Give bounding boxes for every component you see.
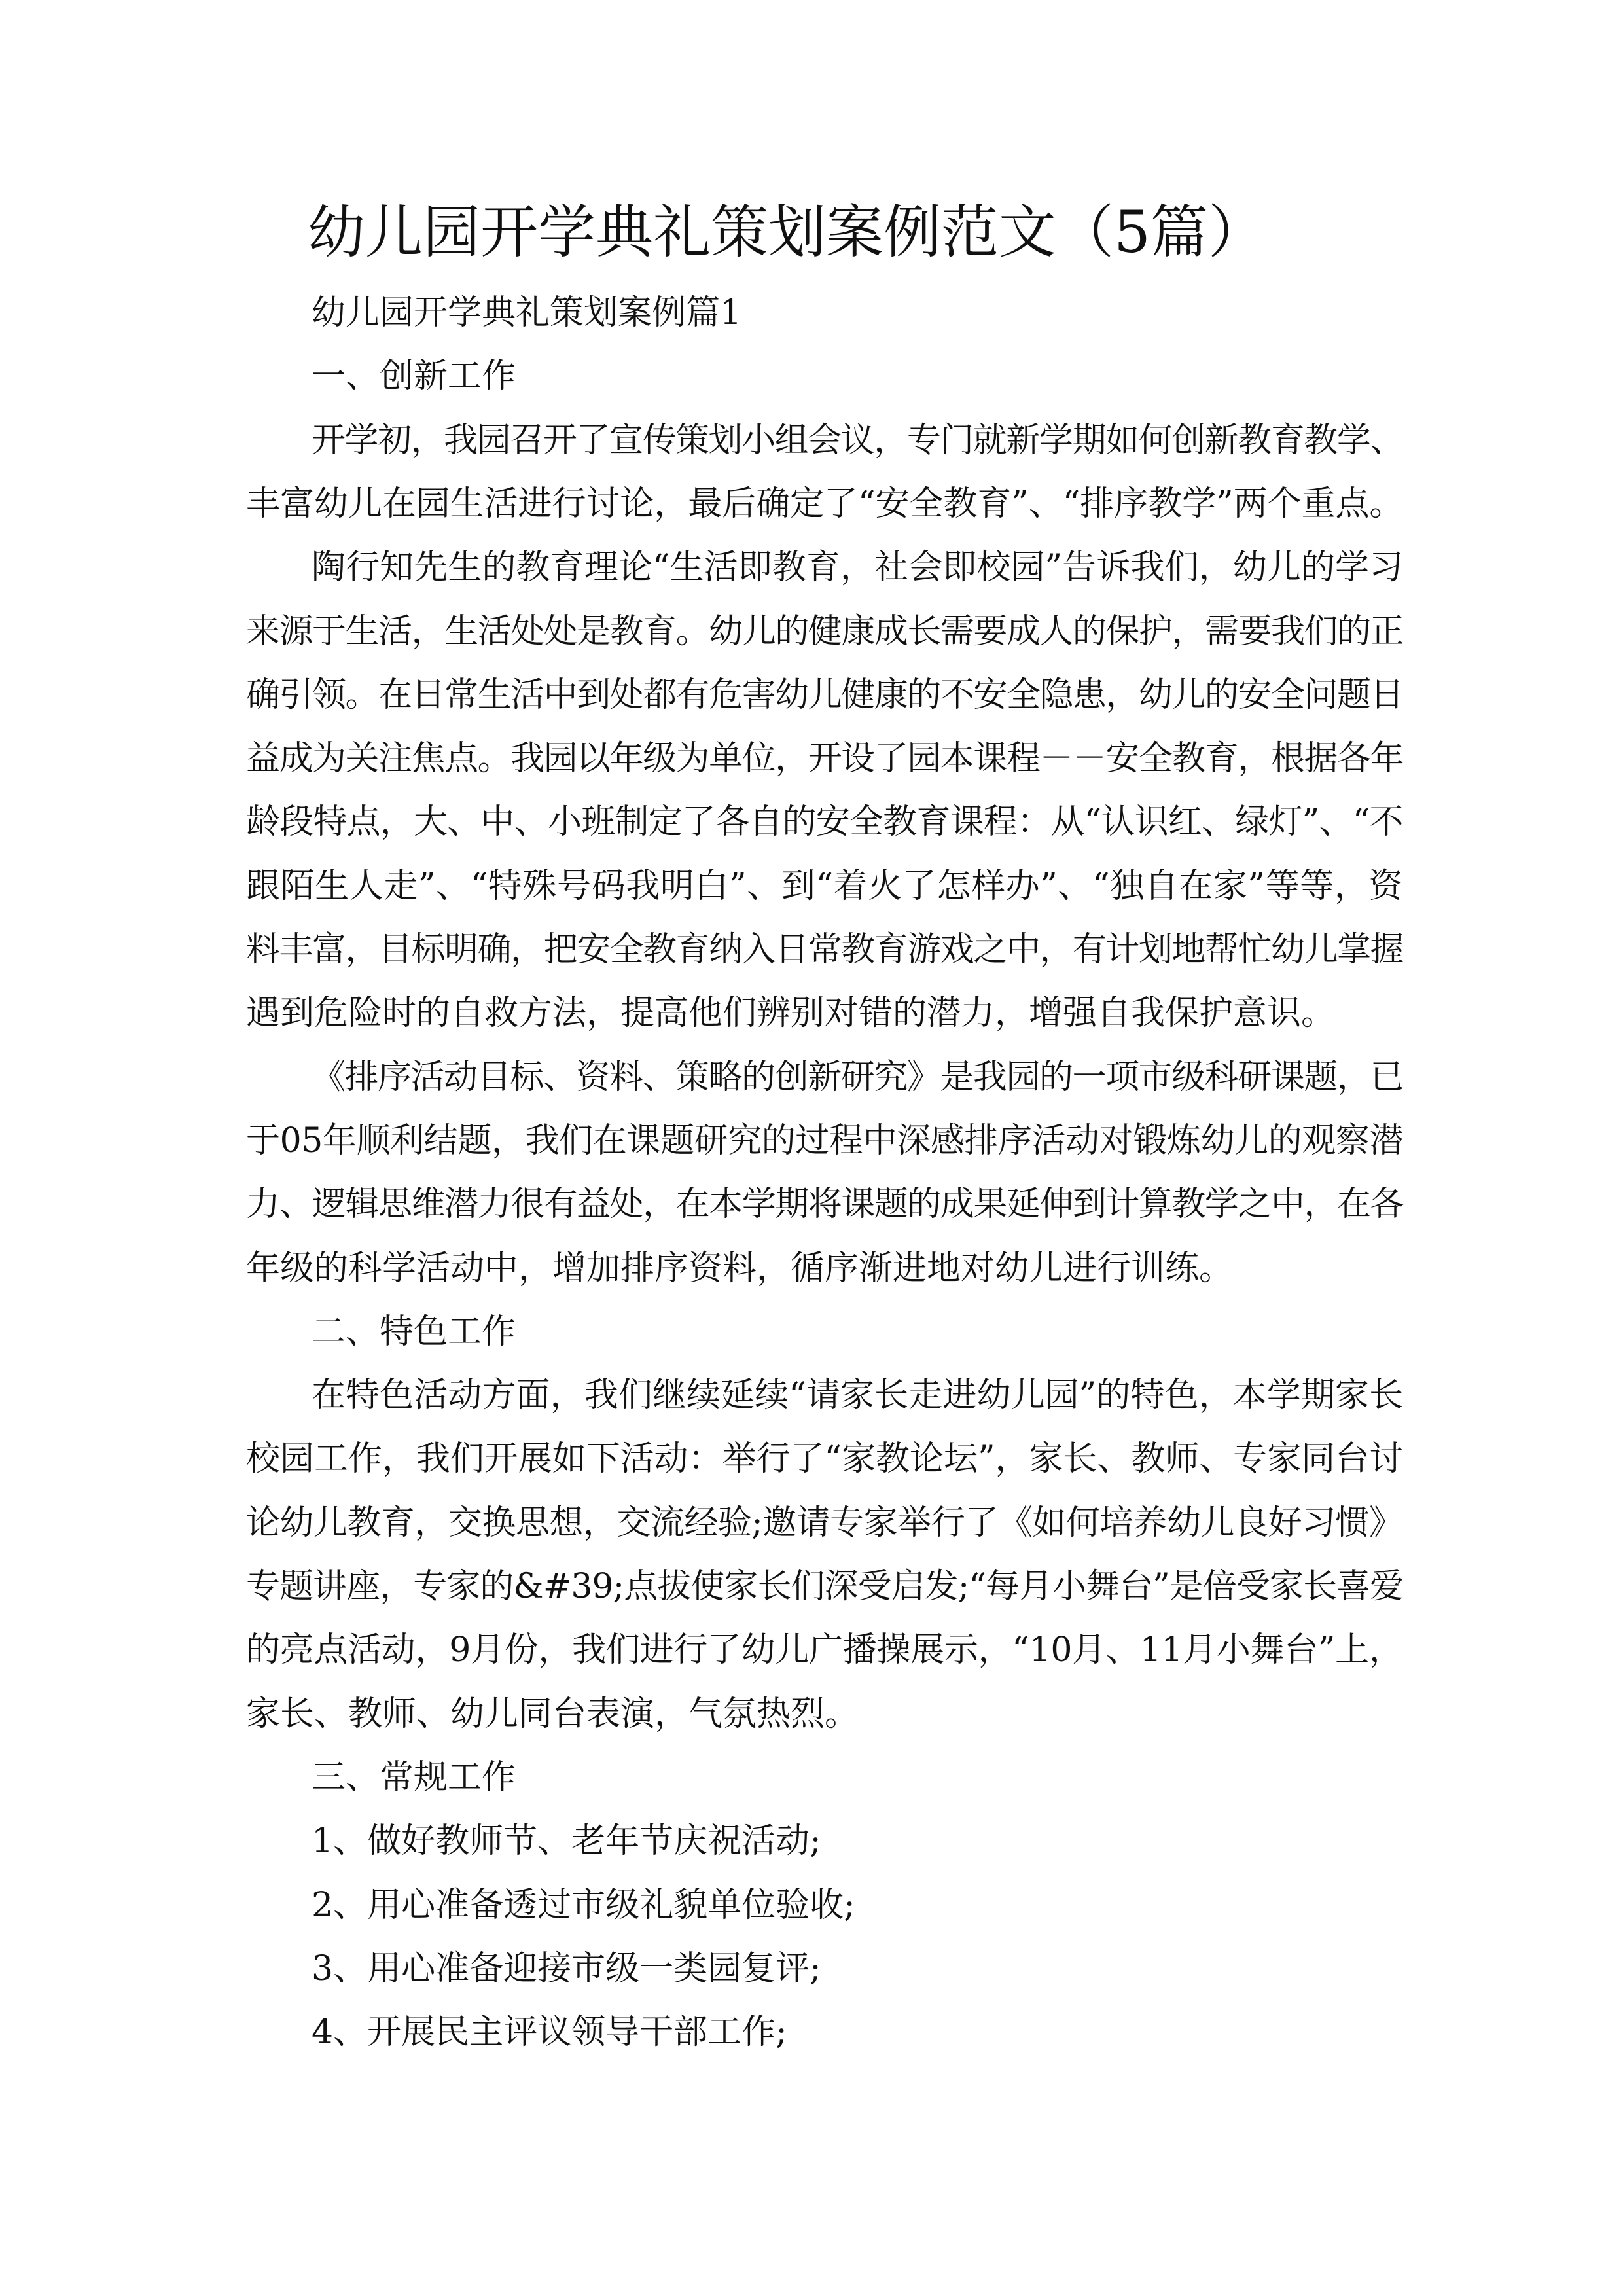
text-line: 专题讲座，专家的&#39;点拔使家长们深受启发;“每月小舞台”是倍受家长喜爱 bbox=[246, 1567, 1404, 1606]
text-line: 二、特色工作 bbox=[312, 1312, 516, 1352]
text-line: 料丰富，目标明确，把安全教育纳入日常教育游戏之中，有计划地帮忙幼儿掌握 bbox=[246, 930, 1404, 969]
text-line: 年级的科学活动中，增加排序资料，循序渐进地对幼儿进行训练。 bbox=[246, 1248, 1234, 1288]
text-line: 三、常规工作 bbox=[312, 1757, 516, 1797]
text-line: 家长、教师、幼儿同台表演，气氛热烈。 bbox=[246, 1694, 859, 1734]
text-line: 论幼儿教育，交换思想，交流经验;邀请专家举行了《如何培养幼儿良好习惯》 bbox=[246, 1503, 1403, 1543]
text-line: 遇到危险时的自救方法，提高他们辨别对错的潜力，增强自我保护意识。 bbox=[246, 994, 1336, 1033]
text-line: 校园工作，我们开展如下活动：举行了“家教论坛”，家长、教师、专家同台讨 bbox=[246, 1439, 1404, 1479]
text-line: 开学初，我园召开了宣传策划小组会议，专门就新学期如何创新教育教学、 bbox=[312, 420, 1404, 460]
text-line: 4、开展民主评议领导干部工作; bbox=[312, 2013, 787, 2053]
text-line: 陶行知先生的教育理论“生活即教育，社会即校园”告诉我们，幼儿的学习 bbox=[312, 548, 1404, 588]
text-line: 幼儿园开学典礼策划案例篇1 bbox=[312, 293, 742, 332]
text-line: 的亮点活动，9月份，我们进行了幼儿广播操展示，“10月、11月小舞台”上， bbox=[246, 1630, 1403, 1670]
text-line: 龄段特点，大、中、小班制定了各自的安全教育课程：从“认识红、绿灯”、“不 bbox=[246, 802, 1403, 842]
text-line: 来源于生活，生活处处是教育。幼儿的健康成长需要成人的保护，需要我们的正 bbox=[246, 611, 1404, 651]
text-line: 在特色活动方面，我们继续延续“请家长走进幼儿园”的特色，本学期家长 bbox=[312, 1376, 1404, 1416]
text-line: 《排序活动目标、资料、策略的创新研究》是我园的一项市级科研课题，已 bbox=[312, 1057, 1404, 1097]
text-line: 1、做好教师节、老年节庆祝活动; bbox=[312, 1821, 821, 1861]
text-line: 确引领。在日常生活中到处都有危害幼儿健康的不安全隐患，幼儿的安全问题日 bbox=[246, 675, 1404, 715]
text-line: 3、用心准备迎接市级一类园复评; bbox=[312, 1948, 821, 1988]
text-line: 2、用心准备透过市级礼貌单位验收; bbox=[312, 1885, 855, 1925]
text-line: 跟陌生人走”、“特殊号码我明白”、到“着火了怎样办”、“独自在家”等等，资 bbox=[246, 866, 1404, 906]
text-line: 一、创新工作 bbox=[312, 357, 516, 397]
text-line: 益成为关注焦点。我园以年级为单位，开设了园本课程－－安全教育，根据各年 bbox=[246, 739, 1404, 779]
text-line: 于05年顺利结题，我们在课题研究的过程中深感排序活动对锻炼幼儿的观察潜 bbox=[246, 1121, 1404, 1160]
text-line: 力、逻辑思维潜力很有益处，在本学期将课题的成果延伸到计算教学之中，在各 bbox=[246, 1185, 1404, 1225]
text-line: 丰富幼儿在园生活进行讨论，最后确定了“安全教育”、“排序教学”两个重点。 bbox=[246, 484, 1404, 524]
document-title: 幼儿园开学典礼策划案例范文（5篇） bbox=[308, 198, 1266, 266]
